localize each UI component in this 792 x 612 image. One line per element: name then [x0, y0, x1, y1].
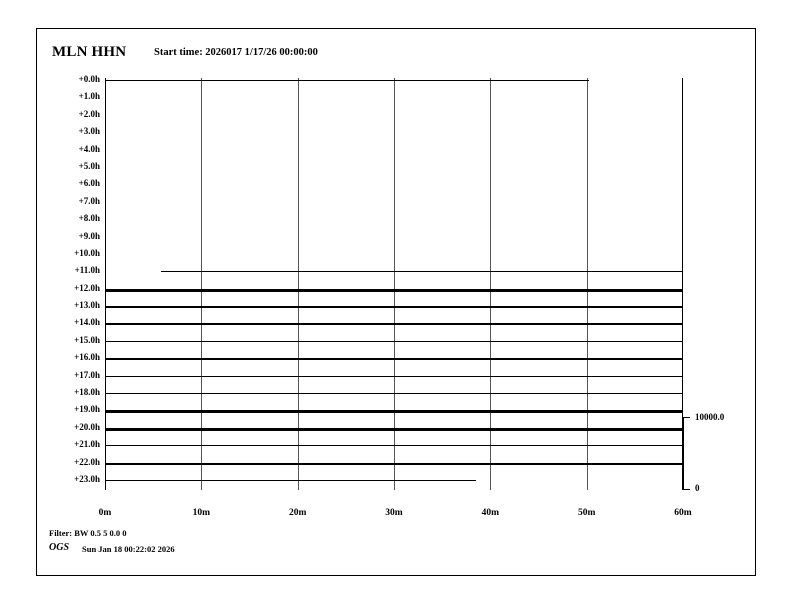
y-axis-tick-label: +3.0h: [78, 126, 100, 136]
x-axis-tick-label: 40m: [481, 508, 500, 518]
x-axis-tick-label: 30m: [385, 508, 403, 518]
y-axis-tick-label: +18.0h: [74, 387, 100, 397]
y-axis-tick-label: +21.0h: [74, 439, 100, 449]
seismic-trace: [105, 393, 683, 394]
y-axis-tick-label: +11.0h: [74, 265, 100, 275]
y-axis-tick-label: +12.0h: [74, 283, 100, 293]
x-axis-tick-label: 10m: [192, 508, 211, 518]
y-axis-tick-label: +10.0h: [74, 248, 100, 258]
amplitude-scale-bar: [683, 417, 693, 490]
y-axis-tick-label: +2.0h: [78, 109, 100, 119]
seismic-trace: [105, 428, 683, 431]
filter-label: Filter: BW 0.5 5 0.0 0: [49, 528, 127, 538]
y-axis-tick-label: +5.0h: [78, 161, 100, 171]
seismic-trace: [161, 271, 683, 272]
scale-tick-top: [683, 417, 690, 418]
scale-max-label: 10000.0: [695, 412, 725, 422]
x-axis-tick-label: 60m: [674, 508, 692, 518]
y-axis-tick-label: +9.0h: [78, 231, 100, 241]
y-axis-tick-label: +20.0h: [74, 422, 100, 432]
y-axis-tick-label: +23.0h: [74, 474, 100, 484]
y-axis-tick-label: +14.0h: [74, 317, 100, 327]
y-axis-tick-label: +22.0h: [74, 457, 100, 467]
seismic-trace: [105, 445, 683, 446]
scale-tick-bottom: [683, 489, 690, 490]
y-axis-tick-label: +15.0h: [74, 335, 100, 345]
y-axis-tick-label: +6.0h: [78, 178, 100, 188]
y-axis-tick-label: +1.0h: [78, 91, 100, 101]
y-axis-tick-label: +17.0h: [74, 370, 100, 380]
seismic-trace: [105, 306, 683, 308]
start-time-label: Start time: 2026017 1/17/26 00:00:00: [154, 47, 318, 58]
seismic-trace: [105, 376, 683, 377]
y-axis-tick-label: +7.0h: [78, 196, 100, 206]
x-axis-tick-label: 20m: [288, 508, 307, 518]
seismic-trace: [105, 80, 589, 81]
seismic-trace: [105, 289, 683, 292]
seismic-trace: [105, 358, 683, 360]
x-axis-tick-label: 0m: [98, 508, 112, 518]
scale-axis-line: [683, 417, 684, 490]
y-axis-tick-label: +4.0h: [78, 144, 100, 154]
organization-label: OGS: [49, 542, 70, 553]
y-axis-tick-label: +8.0h: [78, 213, 100, 223]
y-axis-tick-label: +13.0h: [74, 300, 100, 310]
seismic-trace: [105, 341, 683, 342]
seismic-trace: [105, 463, 683, 465]
seismic-trace: [105, 323, 683, 325]
y-axis-tick-label: +19.0h: [74, 404, 100, 414]
y-axis-tick-label: +0.0h: [78, 74, 100, 84]
scale-min-label: 0: [695, 483, 700, 493]
seismic-trace: [105, 410, 683, 413]
x-axis-tick-label: 50m: [577, 508, 596, 518]
y-axis-tick-label: +16.0h: [74, 352, 100, 362]
page-title: MLN HHN: [52, 44, 127, 60]
seismic-trace: [105, 480, 476, 481]
plot-area: [105, 78, 683, 490]
generated-timestamp: Sun Jan 18 00:22:02 2026: [82, 544, 175, 554]
